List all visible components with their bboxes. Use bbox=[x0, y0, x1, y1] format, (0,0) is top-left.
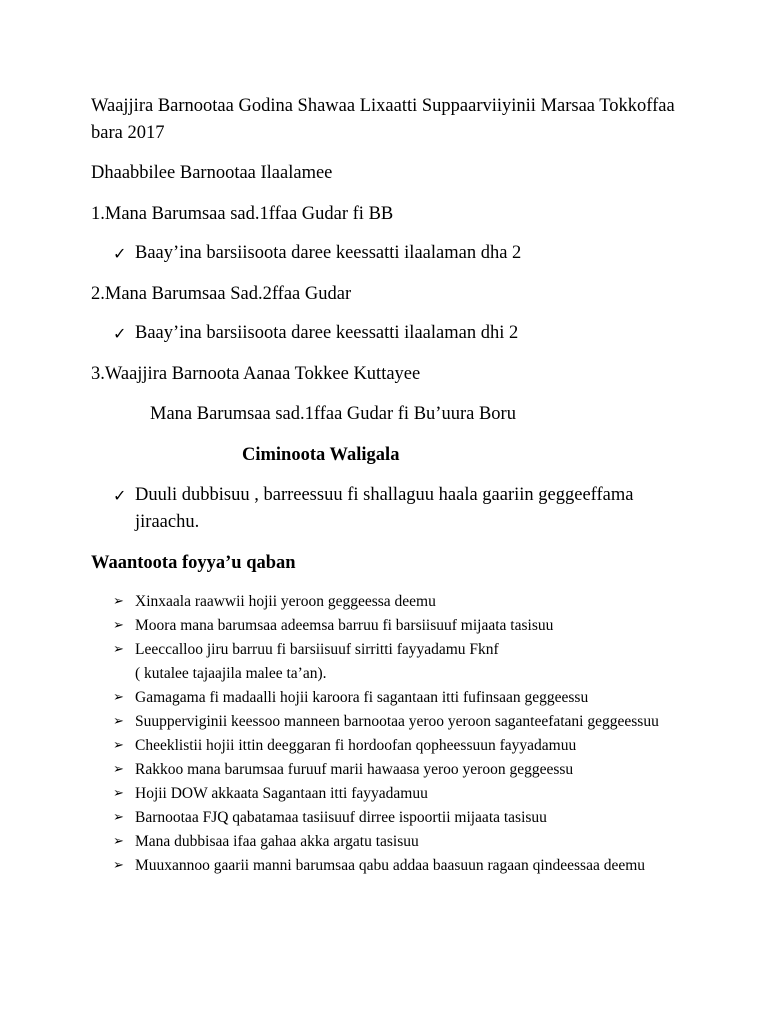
list-item bbox=[113, 710, 713, 734]
check-mark-icon: ✓ bbox=[113, 324, 127, 343]
arrowhead-bullet-icon: ➢ bbox=[113, 594, 124, 609]
strengths-check-text: Duuli dubbisuu , barreessuu fi shallaguu haala gaariin geggeeffama jiraachu. bbox=[135, 485, 634, 532]
list-item bbox=[113, 614, 713, 638]
section-2-check-text: Baay’ina barsiisoota daree keessatti ilaalaman dhi 2 bbox=[135, 323, 519, 343]
arrowhead-bullet-icon: ➢ bbox=[113, 834, 124, 849]
document-subtitle: Dhaabbilee Barnootaa Ilaalamee bbox=[91, 163, 333, 183]
list-item bbox=[113, 806, 713, 830]
list-item bbox=[113, 734, 713, 758]
list-item bbox=[113, 638, 713, 686]
arrowhead-bullet-icon: ➢ bbox=[113, 690, 124, 705]
arrowhead-bullet-icon: ➢ bbox=[113, 786, 124, 801]
document-title: Waajjira Barnootaa Godina Shawaa Lixaatti Suppaarviiyinii Marsaa Tokkoffaa bara 2017 bbox=[91, 96, 675, 143]
list-item-text: Xinxaala raawwii hojii yeroon geggeessa deemu bbox=[135, 593, 436, 610]
section-3-subtitle: Mana Barumsaa sad.1ffaa Gudar fi Bu’uura Boru bbox=[150, 404, 516, 424]
list-item bbox=[113, 830, 713, 854]
list-item bbox=[113, 854, 713, 878]
list-item-text: Barnootaa FJQ qabatamaa tasiisuuf dirree ispoortii mijaata tasisuu bbox=[135, 809, 547, 826]
improvements-heading: Waantoota foyya’u qaban bbox=[91, 553, 296, 573]
list-item-text: Mana dubbisaa ifaa gahaa akka argatu tasisuu bbox=[135, 833, 419, 850]
list-item bbox=[113, 758, 713, 782]
arrowhead-bullet-icon: ➢ bbox=[113, 642, 124, 657]
arrowhead-bullet-icon: ➢ bbox=[113, 762, 124, 777]
list-item-text: Rakkoo mana barumsaa furuuf marii hawaasa yeroo yeroon geggeessu bbox=[135, 761, 574, 778]
section-3-title: 3.Waajjira Barnoota Aanaa Tokkee Kuttayee bbox=[91, 364, 421, 384]
check-mark-icon: ✓ bbox=[113, 244, 127, 263]
list-item-text: Hojii DOW akkaata Sagantaan itti fayyadamuu bbox=[135, 785, 428, 802]
strengths-heading: Ciminoota Waligala bbox=[242, 445, 400, 465]
list-item-text: Moora mana barumsaa adeemsa barruu fi barsiisuuf mijaata tasisuu bbox=[135, 617, 554, 634]
list-item-text: Muuxannoo gaarii manni barumsaa qabu addaa baasuun ragaan qindeessaa deemu bbox=[135, 857, 646, 874]
arrowhead-bullet-icon: ➢ bbox=[113, 618, 124, 633]
arrowhead-bullet-icon: ➢ bbox=[113, 858, 124, 873]
list-item bbox=[113, 686, 713, 710]
arrowhead-bullet-icon: ➢ bbox=[113, 810, 124, 825]
check-mark-icon: ✓ bbox=[113, 486, 127, 505]
list-item bbox=[113, 590, 713, 614]
section-1-title: 1.Mana Barumsaa sad.1ffaa Gudar fi BB bbox=[91, 204, 394, 224]
arrowhead-bullet-icon: ➢ bbox=[113, 738, 124, 753]
list-item-text: Gamagama fi madaalli hojii karoora fi sagantaan itti fufinsaan geggeessu bbox=[135, 689, 589, 706]
section-1-check-text: Baay’ina barsiisoota daree keessatti ilaalaman dha 2 bbox=[135, 243, 522, 263]
list-item-text: Suupperviginii keessoo manneen barnootaa yeroo yeroon saganteefatani geggeessuu bbox=[135, 713, 659, 730]
list-item-text: Leeccalloo jiru barruu fi barsiisuuf sirritti fayyadamu Fknf ( kutalee tajaajila malee ta’an). bbox=[135, 641, 499, 682]
list-item-text: Cheeklistii hojii ittin deeggaran fi hordoofan qopheessuun fayyadamuu bbox=[135, 737, 577, 754]
arrowhead-bullet-icon: ➢ bbox=[113, 714, 124, 729]
section-2-title: 2.Mana Barumsaa Sad.2ffaa Gudar bbox=[91, 284, 352, 304]
improvements-list bbox=[113, 590, 713, 878]
list-item bbox=[113, 782, 713, 806]
